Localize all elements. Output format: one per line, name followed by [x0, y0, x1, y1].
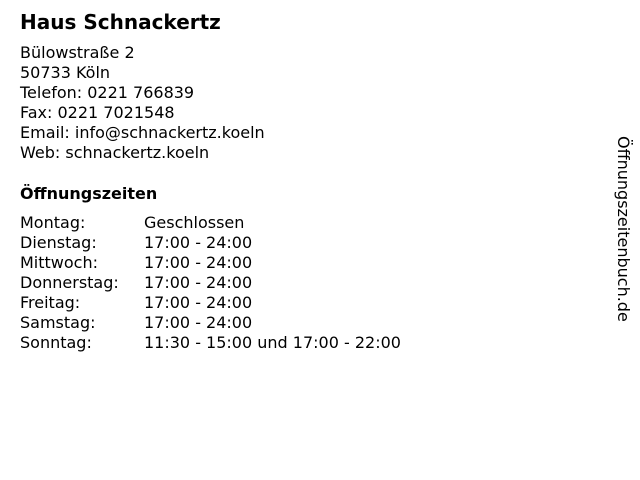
hours-time: 17:00 - 24:00 [144, 273, 253, 292]
hours-day: Mittwoch: [20, 253, 98, 272]
hours-time: 17:00 - 24:00 [144, 253, 253, 272]
email-text: Email: info@schnackertz.koeln [20, 123, 265, 142]
site-brand-vertical: Öffnungszeitenbuch.de [614, 136, 633, 322]
hours-time: 17:00 - 24:00 [144, 233, 253, 252]
address-city: 50733 Köln [20, 63, 111, 82]
contact-block [20, 43, 265, 163]
opening-hours-heading: Öffnungszeiten [20, 184, 158, 203]
opening-hours-table [20, 213, 401, 353]
fax-text: Fax: 0221 7021548 [20, 103, 175, 122]
hours-row-tuesday [20, 233, 401, 253]
hours-row-saturday [20, 313, 401, 333]
business-name: Haus Schnackertz [20, 10, 221, 34]
hours-day: Sonntag: [20, 333, 92, 352]
web-text: Web: schnackertz.koeln [20, 143, 210, 162]
hours-time: 11:30 - 15:00 und 17:00 - 22:00 [144, 333, 401, 352]
hours-row-sunday [20, 333, 401, 353]
hours-day: Freitag: [20, 293, 81, 312]
hours-time: Geschlossen [144, 213, 245, 232]
hours-row-wednesday [20, 253, 401, 273]
hours-day: Montag: [20, 213, 86, 232]
hours-row-thursday [20, 273, 401, 293]
hours-time: 17:00 - 24:00 [144, 293, 253, 312]
hours-time: 17:00 - 24:00 [144, 313, 253, 332]
hours-row-monday [20, 213, 401, 233]
phone-text: Telefon: 0221 766839 [20, 83, 195, 102]
hours-day: Samstag: [20, 313, 96, 332]
address-street: Bülowstraße 2 [20, 43, 135, 62]
hours-day: Donnerstag: [20, 273, 119, 292]
hours-day: Dienstag: [20, 233, 97, 252]
hours-row-friday [20, 293, 401, 313]
